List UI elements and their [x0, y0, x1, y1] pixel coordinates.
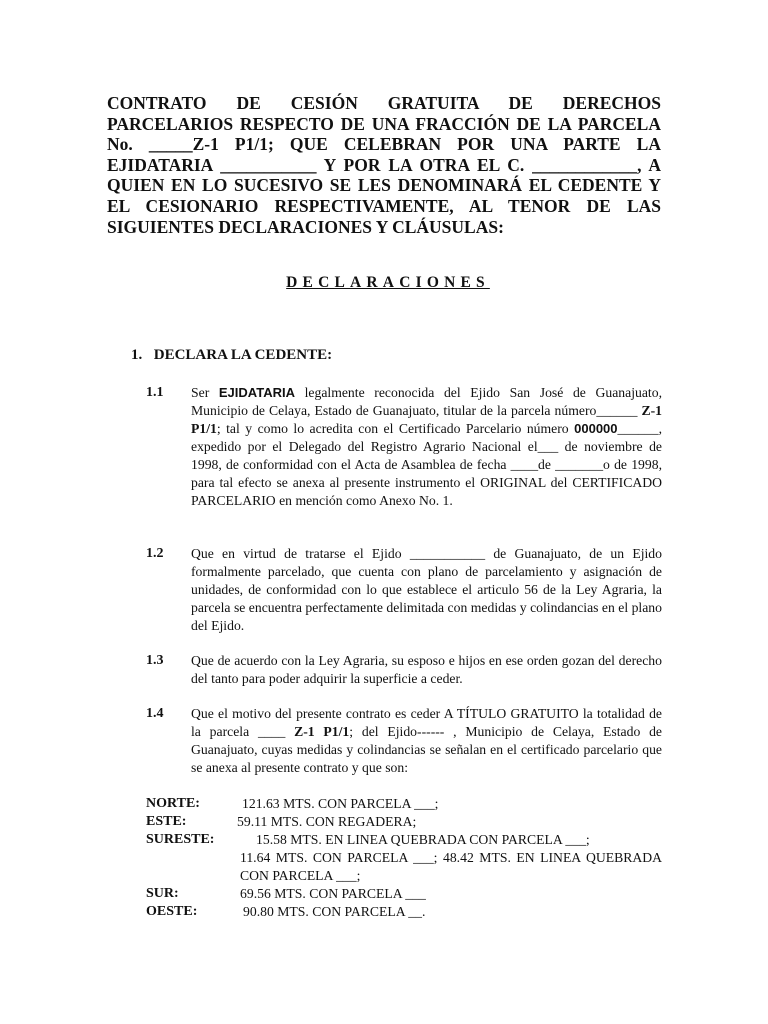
- item-text-bold: EJIDATARIA: [218, 385, 295, 400]
- item-text: Que de acuerdo con la Ley Agraria, su esposo e hijos en ese orden gozan del derecho del tanto para poder adquirir la superficie a ceder.: [191, 653, 662, 686]
- declaration-item-1-2: [146, 545, 662, 635]
- item-text-segment: Que el motivo del presente contrato es ceder A TÍTULO GRATUITO la totalidad de la parcela ____: [191, 706, 662, 739]
- boundary-label: OESTE:: [146, 904, 198, 919]
- item-text-segment: Ser: [191, 385, 219, 400]
- section-number: 1.: [131, 347, 143, 363]
- item-text-bold: 000000: [574, 421, 618, 436]
- section-heading-cedente: [131, 347, 332, 364]
- item-number: 1.2: [146, 546, 164, 561]
- item-text-segment: ______, expedido por el Delegado del Registro Agrario Nacional el___ de noviembre de 1998, de conformidad con el Acta de Asamblea de fecha ____de _______o de 1998, para tal efecto se anexa al presente instrumento el ORIGINAL del CERTIFICADO PARCELARIO en mención como Anexo No. 1.: [191, 421, 662, 508]
- item-text-segment: legalmente reconocida del Ejido San José de Guanajuato, Municipio de Celaya, Estado de Guanajuato, titular de la parcela número______: [191, 385, 663, 418]
- boundary-value: 15.58 MTS. EN LINEA QUEBRADA CON PARCELA ___;: [256, 832, 590, 847]
- boundary-norte: [146, 795, 662, 813]
- boundary-sur: [146, 885, 662, 903]
- boundary-label: SUR:: [146, 886, 179, 901]
- boundary-value: 90.80 MTS. CON PARCELA __.: [243, 904, 426, 919]
- section-heading-text: DECLARA LA CEDENTE:: [153, 347, 333, 363]
- item-text-bold: Z-1 P1/1: [191, 403, 662, 436]
- declaration-item-1-3: [146, 652, 662, 688]
- boundary-label: NORTE:: [146, 796, 200, 811]
- boundary-label: SURESTE:: [146, 832, 215, 847]
- declaration-item-1-1: [146, 384, 662, 528]
- item-text-bold: Z-1 P1/1: [294, 724, 350, 739]
- item-text-segment: ; del Ejido------ , Municipio de Celaya, Estado de Guanajuato, cuyas medidas y colindancias se señalan en el certificado parcelario que se anexa al presente contrato y que son:: [191, 724, 663, 775]
- boundary-value: 121.63 MTS. CON PARCELA ___;: [242, 796, 439, 811]
- item-number: 1.4: [146, 706, 164, 721]
- item-text: Que en virtud de tratarse el Ejido ___________ de Guanajuato, de un Ejido formalmente parcelado, que cuenta con plano de parcelamiento y asignación de unidades, de conformidad con lo que establece el articulo 56 de la Ley Agraria, la parcela se encuentra perfectamente delimitada con medidas y colindancias en el plano del Ejido.: [191, 546, 662, 633]
- boundary-este: [146, 813, 662, 831]
- item-number: 1.1: [146, 385, 164, 400]
- contract-title: CONTRATO DE CESIÓN GRATUITA DE DERECHOS PARCELARIOS RESPECTO DE UNA FRACCIÓN DE LA PARCELA No. _____Z-1 P1/1; QUE CELEBRAN POR UNA PARTE LA EJIDATARIA ___________ Y POR LA OTRA EL C. ____________, A QUIEN EN LO SUCESIVO SE LES DENOMINARÁ EL CEDENTE Y EL CESIONARIO RESPECTIVAMENTE, AL TENOR DE LAS SIGUIENTES DECLARACIONES Y CLÁUSULAS:: [107, 93, 661, 237]
- boundaries-list: [146, 795, 662, 921]
- declaraciones-heading: DECLARACIONES: [286, 274, 490, 291]
- boundary-oeste: [146, 903, 662, 921]
- boundary-label: ESTE:: [146, 814, 187, 829]
- boundary-sureste: [146, 831, 662, 849]
- item-text: [191, 384, 662, 510]
- item-number: 1.3: [146, 653, 164, 668]
- item-text-segment: ; tal y como lo acredita con el Certificado Parcelario número: [216, 421, 575, 436]
- boundary-value: 59.11 MTS. CON REGADERA;: [237, 814, 417, 829]
- item-text: [191, 705, 662, 777]
- boundary-sureste-continuation: 11.64 MTS. CON PARCELA ___; 48.42 MTS. EN LINEA QUEBRADA CON PARCELA ___;: [240, 850, 662, 883]
- declaration-item-1-4: [146, 705, 662, 777]
- boundary-value: 69.56 MTS. CON PARCELA ___: [240, 886, 426, 901]
